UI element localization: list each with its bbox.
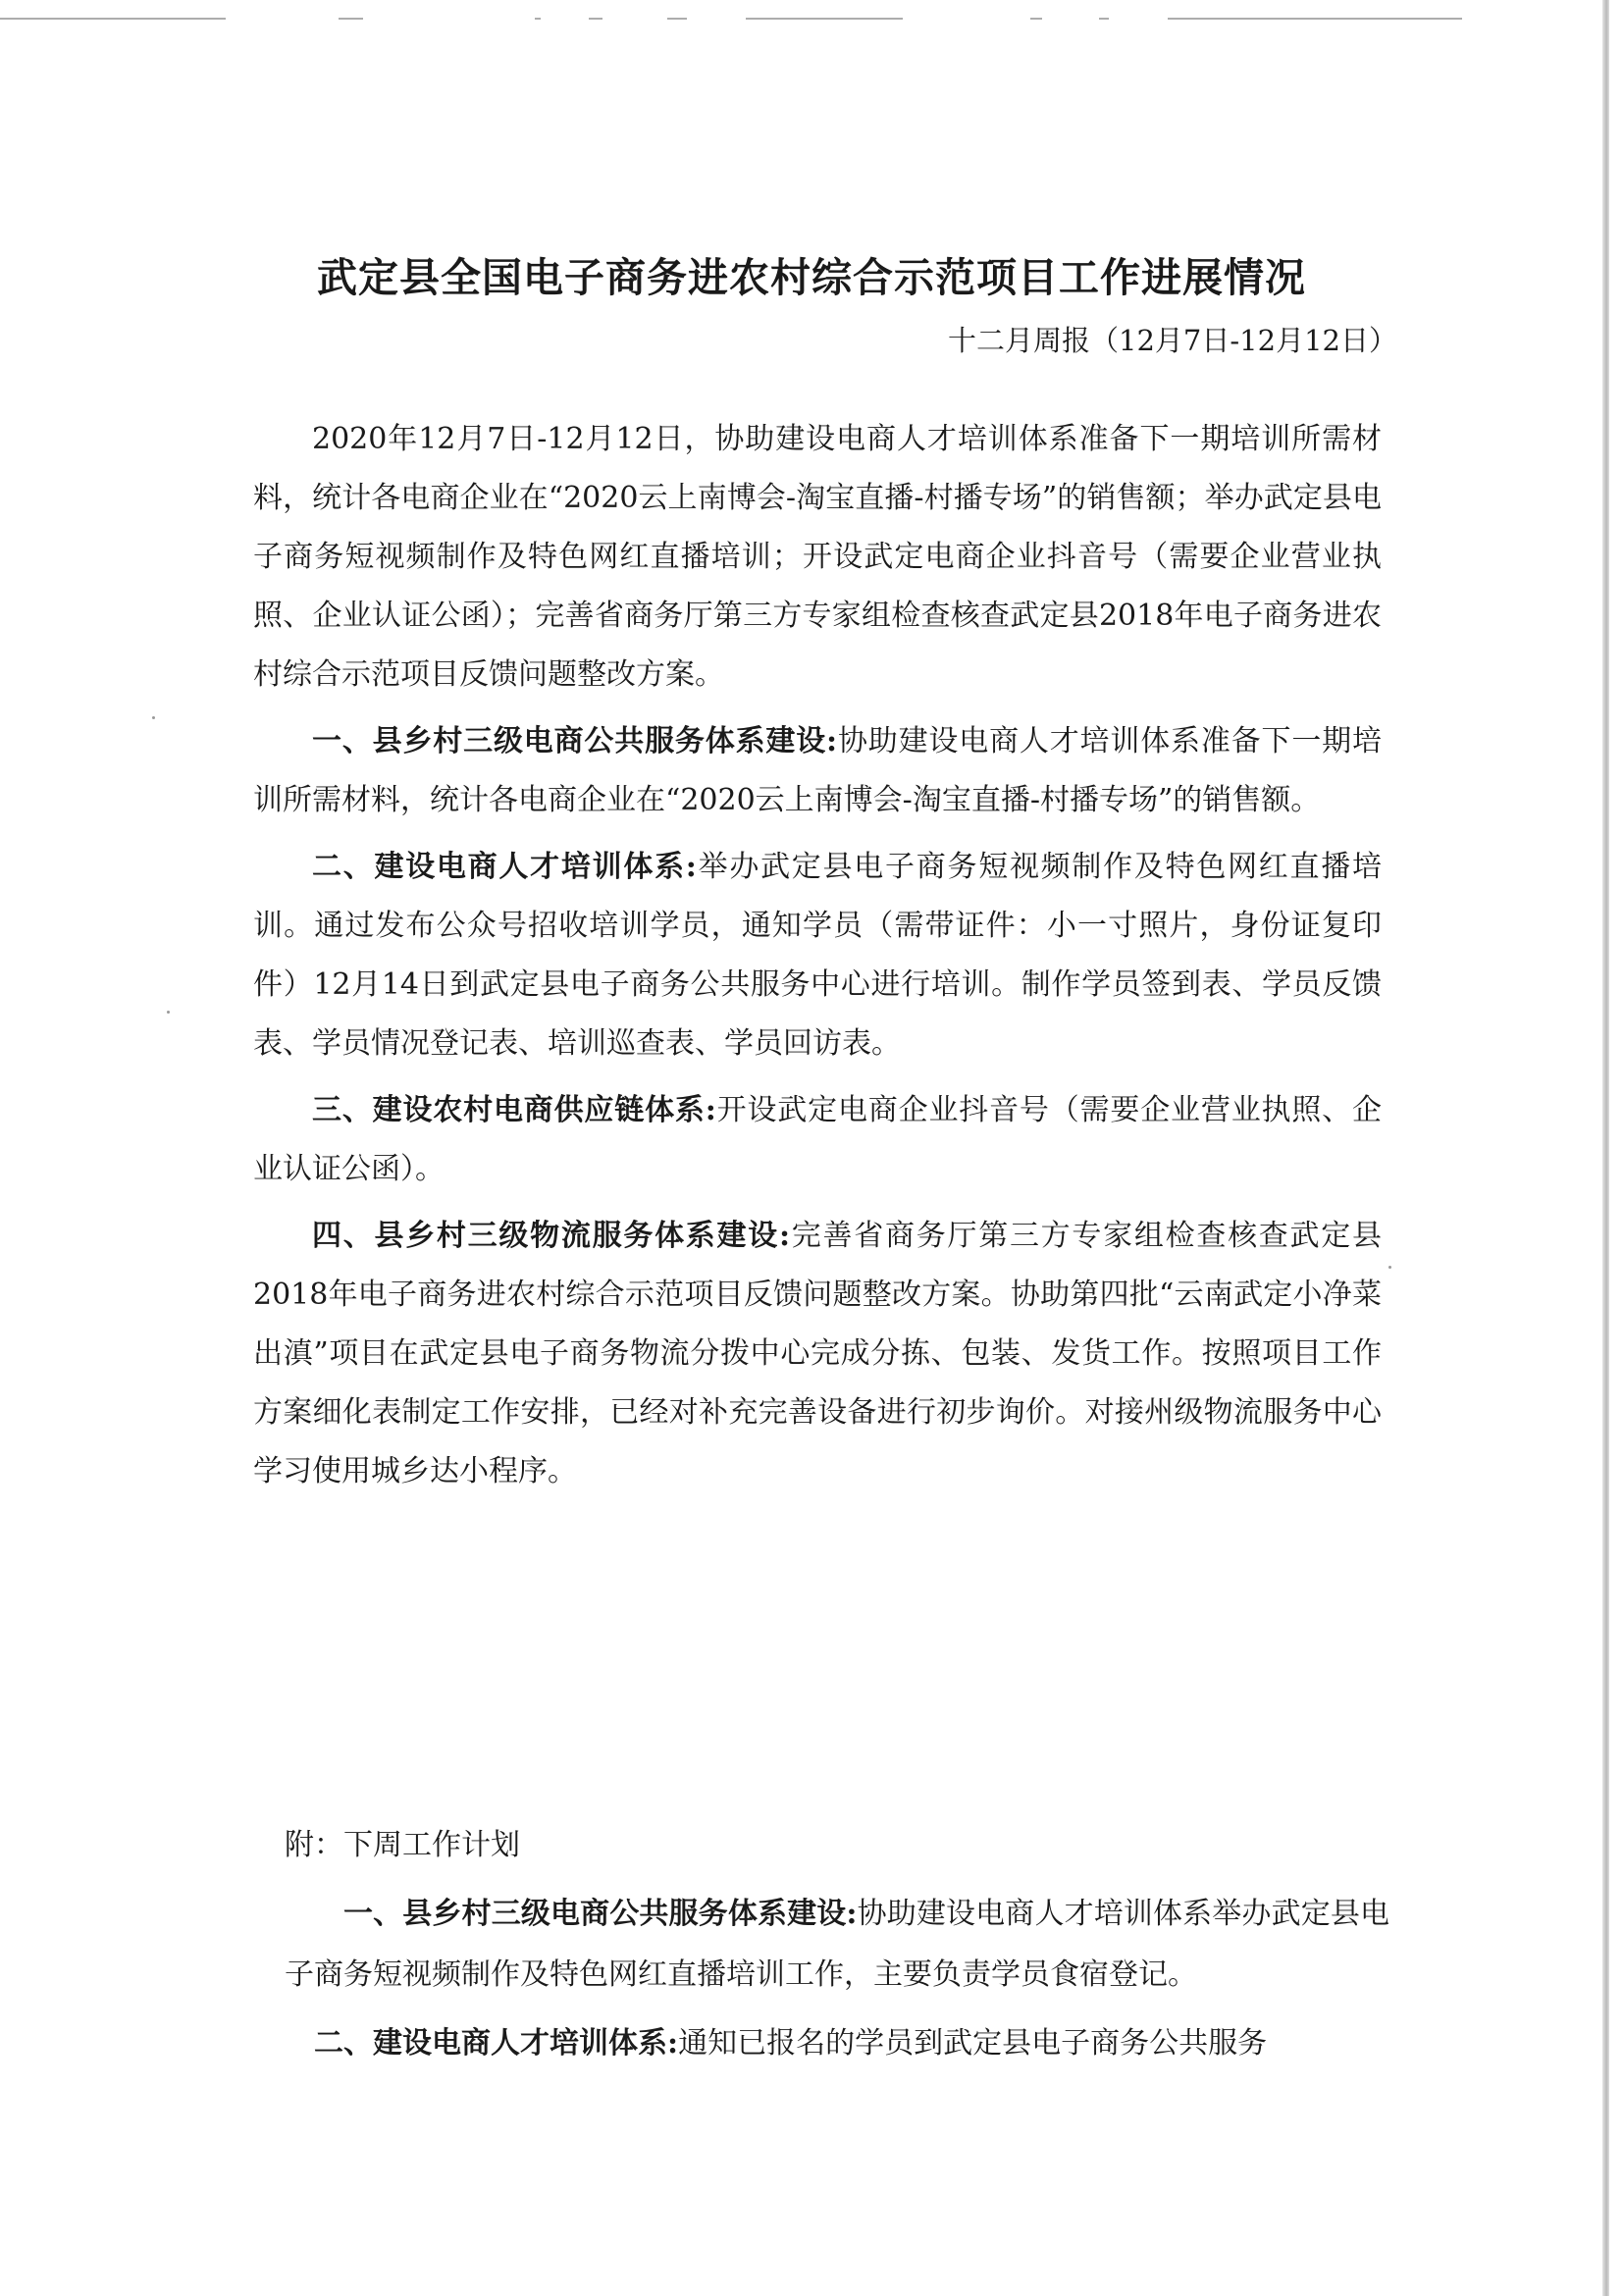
section-1 xyxy=(253,712,1382,830)
scan-edge-shadow xyxy=(1602,0,1609,2296)
scan-noise-top xyxy=(0,18,1623,24)
section-heading: 三、建设农村电商供应链体系: xyxy=(312,1093,716,1127)
report-body xyxy=(253,410,1382,1509)
section-body: 开设武定电商企业抖音号（需要企业营业执照、企业认证公函）。 xyxy=(253,1093,1383,1186)
section-body: 完善省商务厅第三方专家组检查核查武定县2018年电子商务进农村综合示范项目反馈问题整改方案。协助第四批“云南武定小净菜出滇”项目在武定县电子商务物流分拨中心完成分拣、包装、发货工作。按照项目工作方案细化表制定工作安排，已经对补充完善设备进行初步询价。对接州级物流服务中心学习使用城乡达小程序。 xyxy=(253,1219,1383,1488)
appendix-next-week-plan xyxy=(285,1815,1389,2082)
appendix-item-2 xyxy=(314,2013,1389,2074)
appendix-item-body: 协助建设电商人才培训体系举办武定县电子商务短视频制作及特色网红直播培训工作，主要负责学员食宿登记。 xyxy=(285,1897,1389,1992)
appendix-item-body: 通知已报名的学员到武定县电子商务公共服务 xyxy=(678,2026,1268,2061)
document-title: 武定县全国电子商务进农村综合示范项目工作进展情况 xyxy=(317,254,1306,301)
section-heading: 二、建设电商人才培训体系: xyxy=(312,850,697,884)
section-heading: 一、县乡村三级电商公共服务体系建设: xyxy=(312,724,838,758)
intro-paragraph: 2020年12月7日-12月12日，协助建设电商人才培训体系准备下一期培训所需材料，统计各电商企业在“2020云上南博会-淘宝直播-村播专场”的销售额；举办武定县电子商务短视频制作及特色网红直播培训；开设武定电商企业抖音号（需要企业营业执照、企业认证公函）；完善省商务厅第三方专家组检查核查武定县2018年电子商务进农村综合示范项目反馈问题整改方案。 xyxy=(253,422,1382,692)
section-4 xyxy=(253,1207,1382,1501)
document-subtitle: 十二月周报（12月7日-12月12日） xyxy=(948,324,1397,357)
section-heading: 四、县乡村三级物流服务体系建设: xyxy=(312,1219,791,1253)
section-body: 举办武定县电子商务短视频制作及特色网红直播培训。通过发布公众号招收培训学员，通知学员（需带证件：小一寸照片，身份证复印件）12月14日到武定县电子商务公共服务中心进行培训。制作学员签到表、学员反馈表、学员情况登记表、培训巡查表、学员回访表。 xyxy=(253,850,1383,1061)
appendix-item-heading: 二、建设电商人才培训体系: xyxy=(314,2026,679,2061)
scan-speck xyxy=(1388,1266,1391,1269)
appendix-item-heading: 一、县乡村三级电商公共服务体系建设: xyxy=(343,1897,858,1931)
section-3 xyxy=(253,1081,1382,1199)
scan-speck xyxy=(167,1011,170,1014)
appendix-item-1 xyxy=(285,1884,1389,2006)
scan-speck xyxy=(152,716,155,719)
section-body: 协助建设电商人才培训体系准备下一期培训所需材料，统计各电商企业在“2020云上南博会-淘宝直播-村播专场”的销售额。 xyxy=(253,724,1382,817)
appendix-label: 附：下周工作计划 xyxy=(285,1828,520,1862)
section-2 xyxy=(253,838,1382,1073)
